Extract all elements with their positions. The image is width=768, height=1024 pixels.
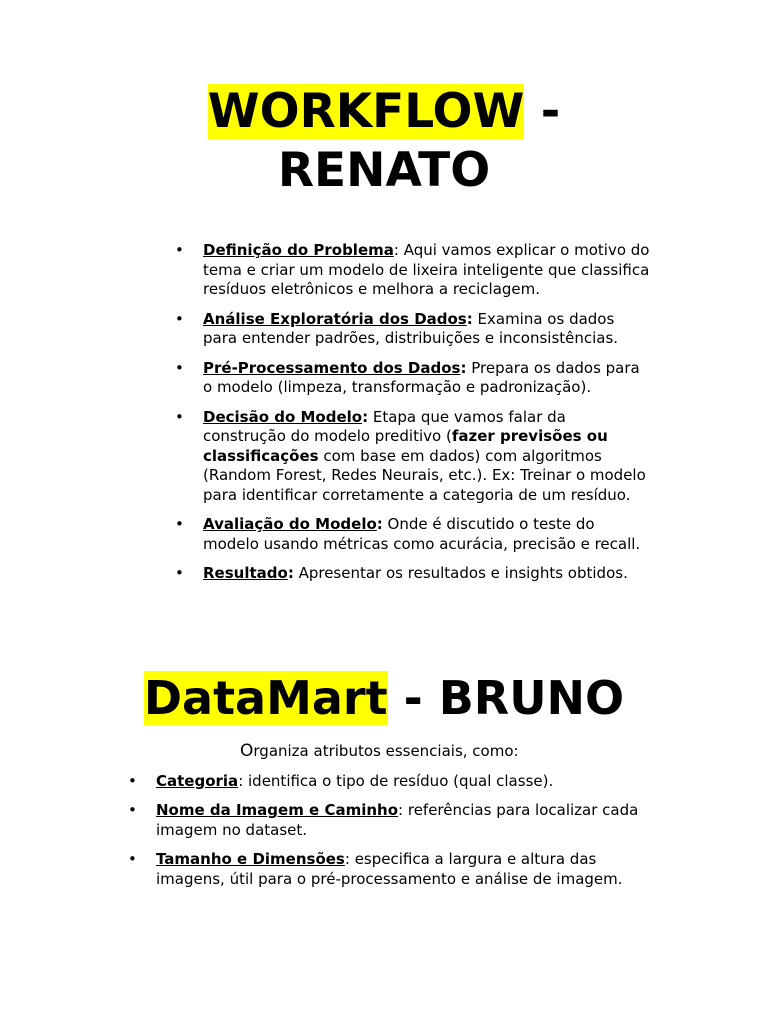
datamart-item-tamanho xyxy=(128,850,658,889)
workflow-list xyxy=(175,241,650,594)
datamart-item-term: Categoria xyxy=(156,772,239,790)
workflow-item-term: Resultado xyxy=(203,564,288,583)
workflow-item-text: Onde é discutido o teste do modelo usando métricas como acurácia, precisão e recall. xyxy=(203,515,641,553)
datamart-list xyxy=(128,772,658,899)
workflow-item-text: Examina os dados para entender padrões, distribuições e inconsistências. xyxy=(203,309,619,348)
workflow-item-term: Decisão do Modelo xyxy=(203,407,363,426)
workflow-item-preprocessamento xyxy=(175,359,650,398)
workflow-item-text: com base em dados) com algoritmos (Random Forest, Redes Neurais, etc.). Ex: Treinar o modelo para identificar corretamente a categoria de um resíduo. xyxy=(203,446,646,504)
workflow-item-text: Apresentar os resultados e insights obtidos. xyxy=(293,564,628,583)
workflow-item-analise xyxy=(175,310,650,349)
workflow-item-term: Pré-Processamento dos Dados xyxy=(203,358,461,377)
datamart-intro xyxy=(240,741,519,761)
datamart-item-term: Nome da Imagem e Caminho xyxy=(156,801,399,820)
datamart-item-categoria xyxy=(128,772,658,792)
workflow-item-text: Prepara os dados para o modelo (limpeza, transformação e padronização). xyxy=(203,358,640,397)
workflow-item-term: Análise Exploratória dos Dados xyxy=(203,309,467,328)
workflow-item-decisao xyxy=(175,408,650,506)
workflow-item-colon: : xyxy=(362,407,369,426)
workflow-item-term: Definição do Problema xyxy=(203,241,394,259)
workflow-item-colon: : xyxy=(466,309,473,328)
datamart-item-text: : referências para localizar cada imagem no dataset. xyxy=(156,801,639,839)
workflow-item-avaliacao xyxy=(175,515,650,554)
datamart-item-nome-imagem xyxy=(128,801,658,840)
workflow-item-colon: : xyxy=(460,358,467,377)
workflow-title-author: RENATO xyxy=(277,143,491,198)
workflow-item-bold-text: fazer previsões ou classificações xyxy=(203,427,608,465)
workflow-title-dash: - xyxy=(524,84,561,139)
datamart-intro-initial: O xyxy=(240,741,254,761)
datamart-intro-text: rganiza atributos essenciais, como: xyxy=(253,742,519,760)
workflow-item-colon: : xyxy=(287,564,294,583)
workflow-item-definicao xyxy=(175,241,650,300)
datamart-title-author: - BRUNO xyxy=(387,671,625,725)
workflow-item-text: : Aqui vamos explicar o motivo do tema e criar um modelo de lixeira inteligente que classifica resíduos eletrônicos e melhora a reciclagem. xyxy=(203,241,650,299)
datamart-title-highlight: DataMart xyxy=(143,671,388,725)
workflow-title xyxy=(0,82,768,200)
workflow-item-text: Etapa que vamos falar da construção do modelo preditivo ( xyxy=(203,407,566,446)
datamart-item-text: : especifica a largura e altura das imagens, útil para o pré-processamento e análise de imagem. xyxy=(156,850,623,888)
workflow-item-colon: : xyxy=(376,515,383,534)
workflow-item-term: Avaliação do Modelo xyxy=(203,515,377,534)
datamart-title xyxy=(0,668,768,728)
workflow-item-resultado xyxy=(175,564,650,584)
workflow-title-highlight: WORKFLOW xyxy=(207,84,525,139)
datamart-item-term: Tamanho e Dimensões xyxy=(156,850,345,869)
datamart-item-text: : identifica o tipo de resíduo (qual classe). xyxy=(238,772,554,790)
